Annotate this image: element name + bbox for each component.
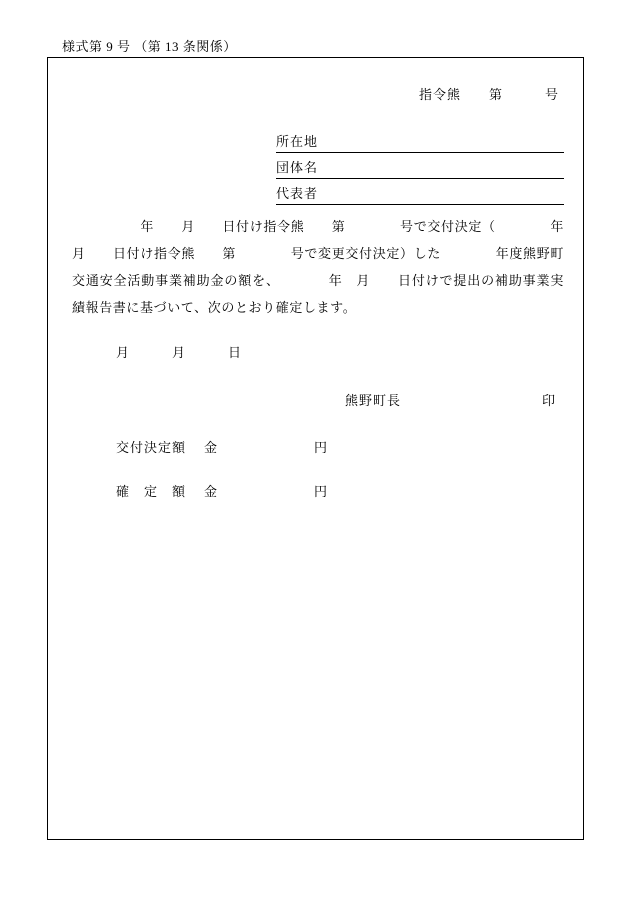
signer-title: 熊野町長	[345, 393, 402, 408]
document-number: 指令熊 第 号	[418, 87, 559, 102]
field-label-representative: 代表者	[276, 186, 319, 201]
field-row-address	[276, 127, 564, 153]
field-row-organization	[276, 153, 564, 179]
field-label-organization: 団体名	[276, 160, 319, 175]
amount-label-decided: 交付決定額	[116, 440, 187, 455]
document-frame-inner	[48, 58, 592, 839]
field-value-organization[interactable]	[318, 176, 564, 178]
amount-currency-final: 金	[204, 484, 219, 499]
document-frame	[47, 57, 592, 840]
seal-mark: 印	[541, 393, 556, 408]
field-label-address: 所在地	[276, 134, 319, 149]
amount-label-final: 確 定 額	[116, 484, 187, 499]
form-number: 様式第 9 号 （第 13 条関係）	[62, 39, 237, 54]
body-paragraph: 年 月 日付け指令熊 第 号で交付決定（ 年 月 日付け指令熊 第 号で変更交付決定）した 年度熊野町交通安全活動事業補助金の額を、 年 月 日付けで提出の補助事業実績報告書に基づいて、次のとおり確定します。	[72, 219, 592, 315]
amount-row-final	[116, 481, 328, 500]
field-value-address[interactable]	[318, 150, 564, 152]
amount-unit-final: 円	[314, 484, 329, 499]
amount-currency-decided: 金	[204, 440, 219, 455]
issue-date-line: 月 月 日	[116, 345, 243, 360]
amount-row-decided	[116, 437, 328, 456]
field-value-representative[interactable]	[318, 202, 564, 204]
recipient-fields	[276, 127, 564, 205]
field-row-representative	[276, 179, 564, 205]
amount-unit-decided: 円	[314, 440, 329, 455]
